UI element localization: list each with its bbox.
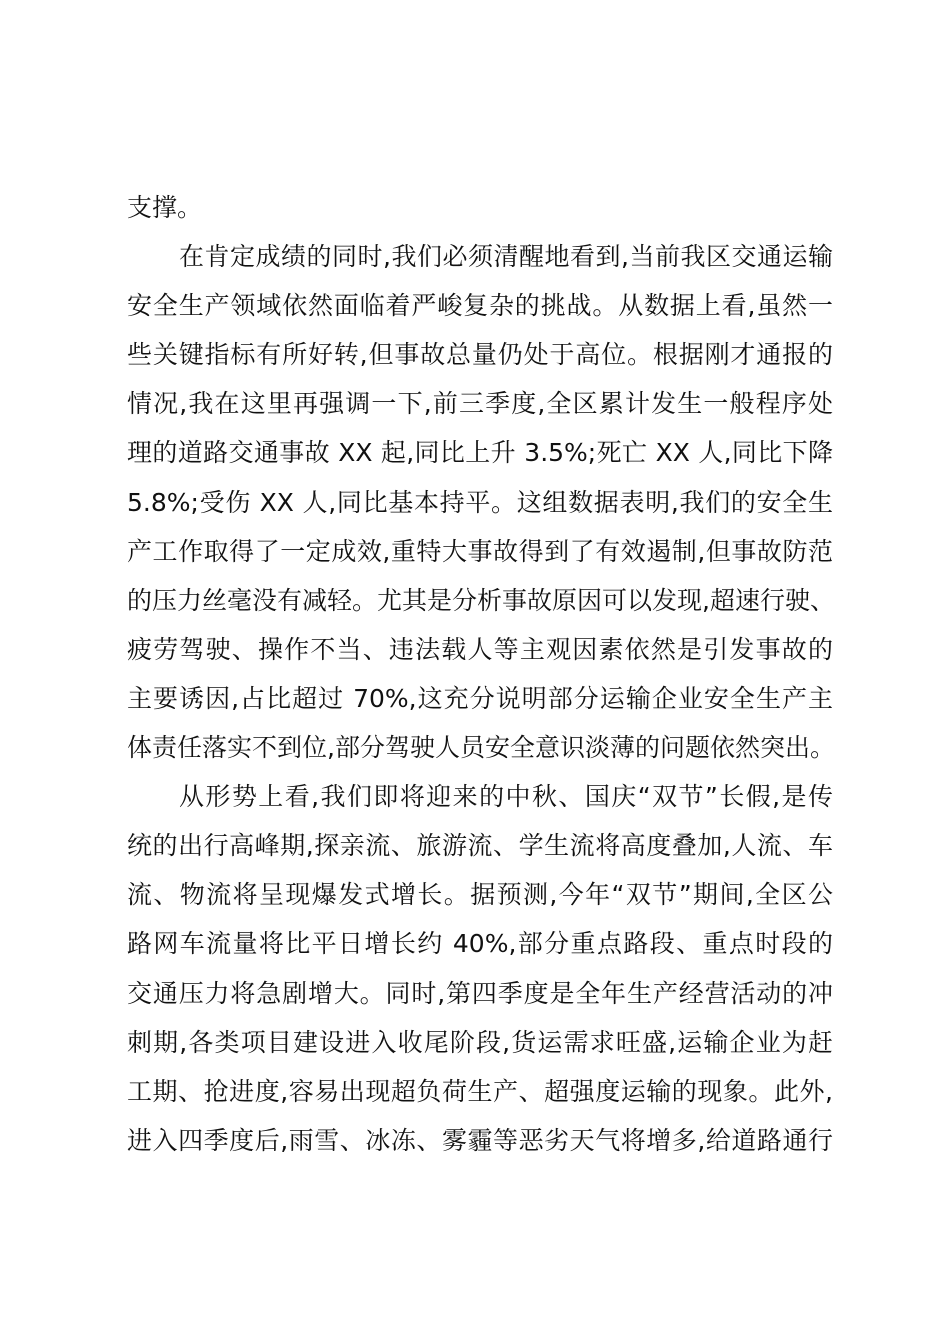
paragraph-2-line-8: 的压力丝毫没有减轻。尤其是分析事故原因可以发现,超速行驶、 xyxy=(127,585,835,615)
paragraph-2-line-5: 理的道路交通事故 XX 起,同比上升 3.5%;死亡 XX 人,同比下降 xyxy=(127,438,833,468)
paragraph-3-line-6: 刺期,各类项目建设进入收尾阶段,货运需求旺盛,运输企业为赶 xyxy=(127,1027,833,1057)
paragraph-2-line-9: 疲劳驾驶、操作不当、违法载人等主观因素依然是引发事故的 xyxy=(127,634,833,664)
paragraph-2-line-10: 主要诱因,占比超过 70%,这充分说明部分运输企业安全生产主 xyxy=(127,683,833,713)
document-body xyxy=(127,183,833,1165)
paragraph-3-line-3: 流、物流将呈现爆发式增长。据预测,今年“双节”期间,全区公 xyxy=(127,880,833,910)
paragraph-2-line-1: 在肯定成绩的同时,我们必须清醒地看到,当前我区交通运输 xyxy=(179,242,833,272)
paragraph-3-line-5: 交通压力将急剧增大。同时,第四季度是全年生产经营活动的冲 xyxy=(127,978,833,1008)
paragraph-3-line-2: 统的出行高峰期,探亲流、旅游流、学生流将高度叠加,人流、车 xyxy=(127,831,833,861)
paragraph-2-line-7: 产工作取得了一定成效,重特大事故得到了有效遏制,但事故防范 xyxy=(127,536,833,566)
paragraph-2-line-3: 些关键指标有所好转,但事故总量仍处于高位。根据刚才通报的 xyxy=(127,340,833,370)
paragraph-3-line-1: 从形势上看,我们即将迎来的中秋、国庆“双节”长假,是传 xyxy=(179,782,833,812)
paragraph-3-line-8: 进入四季度后,雨雪、冰冻、雾霾等恶劣天气将增多,给道路通行 xyxy=(127,1125,833,1155)
paragraph-2-line-11: 体责任落实不到位,部分驾驶人员安全意识淡薄的问题依然突出。 xyxy=(127,733,835,763)
paragraph-1-line-1: 支撑。 xyxy=(127,193,203,222)
paragraph-2-line-6: 5.8%;受伤 XX 人,同比基本持平。这组数据表明,我们的安全生 xyxy=(127,487,833,517)
paragraph-3-line-7: 工期、抢进度,容易出现超负荷生产、超强度运输的现象。此外, xyxy=(127,1076,833,1106)
paragraph-2-line-4: 情况,我在这里再强调一下,前三季度,全区累计发生一般程序处 xyxy=(127,389,833,419)
paragraph-2-line-2: 安全生产领域依然面临着严峻复杂的挑战。从数据上看,虽然一 xyxy=(127,291,833,321)
paragraph-3-line-4: 路网车流量将比平日增长约 40%,部分重点路段、重点时段的 xyxy=(127,929,833,959)
